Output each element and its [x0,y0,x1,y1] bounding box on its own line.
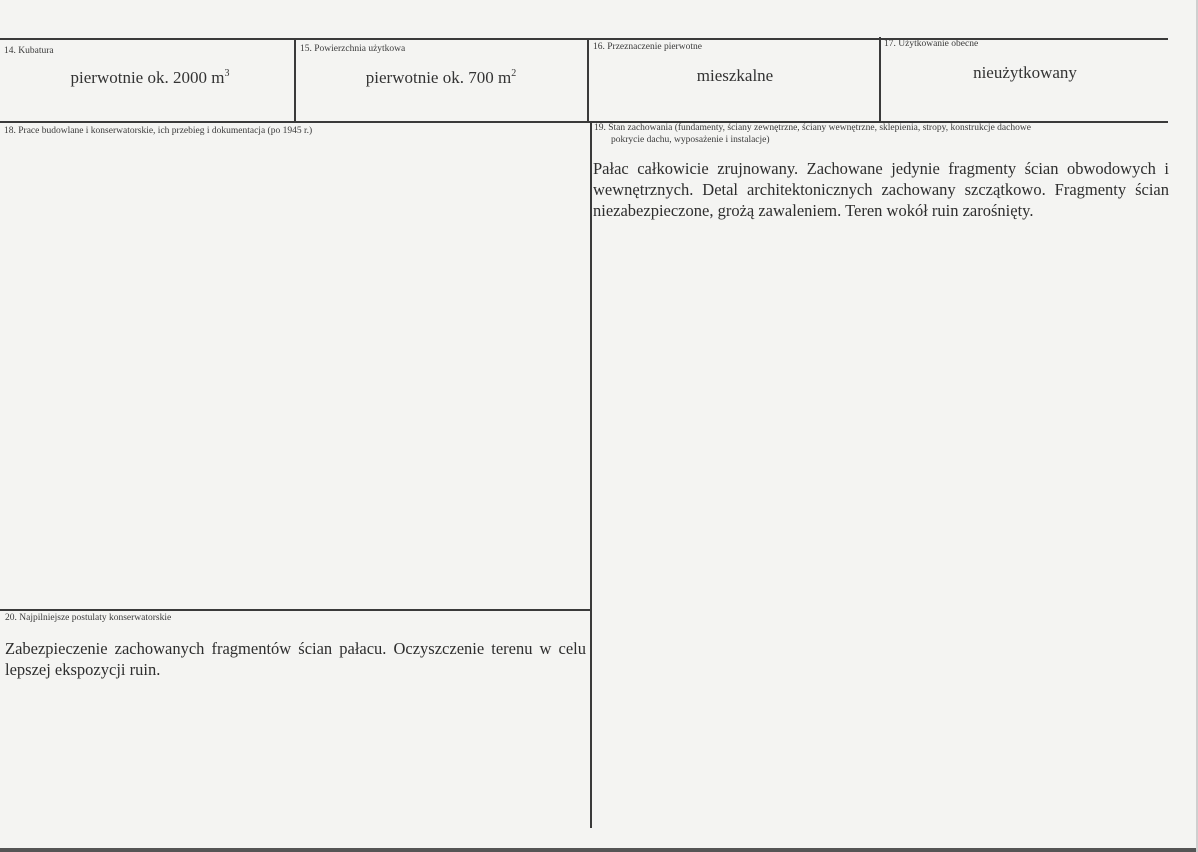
divider-15-16 [587,39,589,122]
field-15-unit-exponent: 2 [511,68,517,79]
field-17-value: nieużytkowany [973,63,1077,82]
field-15-label: 15. Powierzchnia użytkowa [300,44,406,54]
field-19-label-line1: 19. Stan zachowania (fundamenty, ściany zewnętrzne, ściany wewnętrzne, sklepienia, stropy, konstrukcje dachowe [594,123,1031,133]
field-14-value-text: pierwotnie ok. 2000 m [70,68,225,87]
field-15-value [306,68,576,88]
field-18-label: 18. Prace budowlane i konserwatorskie, ich przebieg i dokumentacja (po 1945 r.) [4,126,313,136]
scan-bottom-edge [0,848,1198,852]
field-20-label: 20. Najpilniejsze postulaty konserwatorskie [5,613,172,623]
divider-16-17 [879,37,881,122]
field-16-label: 16. Przeznaczenie pierwotne [593,42,702,52]
field-19-value: Pałac całkowicie zrujnowany. Zachowane jedynie fragmenty ścian obwodowych i wewnętrznych. Detal architektonicznych zachowany szczątkowo. Fragmenty ścian niezabezpieczone, grożą zawaleniem. Teren wokół ruin zarośnięty. [593,159,1169,220]
field-14-unit-exponent: 3 [224,68,230,79]
field-19-label-line2: pokrycie dachu, wyposażenie i instalacje) [611,135,770,145]
field-14-label: 14. Kubatura [4,46,54,56]
field-16-value: mieszkalne [696,66,774,85]
field-15-value-text: pierwotnie ok. 700 m [365,68,512,87]
top-border-line [0,38,1168,40]
divider-14-15 [294,39,296,122]
section20-top-line [0,609,592,611]
field-20-value: Zabezpieczenie zachowanych fragmentów ścian pałacu. Oczyszczenie terenu w celu lepszej ekspozycji ruin. [5,639,586,679]
field-17-label: 17. Użytkowanie obecne [884,39,979,49]
divider-18-19 [590,122,592,828]
field-14-value [20,68,280,88]
